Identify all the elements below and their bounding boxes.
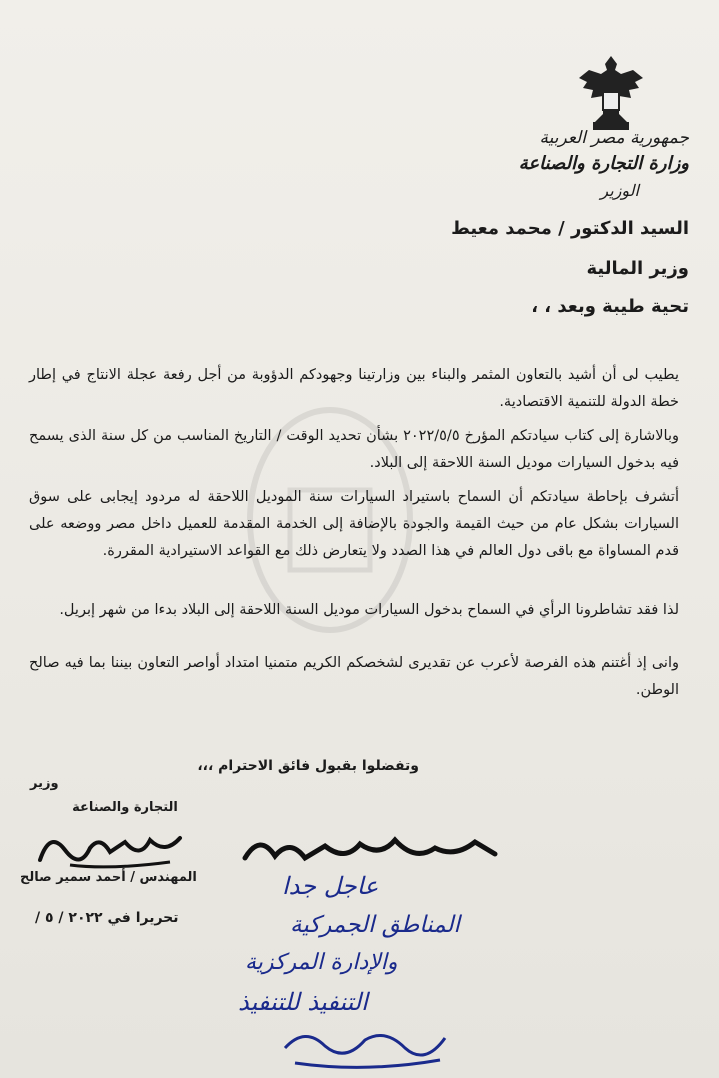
signature-image bbox=[30, 820, 190, 875]
date-line: تحريرا في ٢٠٢٢ / ٥ / bbox=[35, 910, 179, 926]
paragraph-4: لذا فقد تشاطرونا الرأي في السماح بدخول السيارات موديل السنة اللاحقة إلى البلاد بدءا من شهر إبريل. bbox=[59, 602, 679, 618]
paragraph-5: وانى إذ أغتنم هذه الفرصة لأعرب عن تقديرى لشخصكم الكريم متمنيا امتداد أواصر التعاون بيننا بما فيه صالح الوطن. bbox=[29, 655, 679, 698]
signer-name: المهندس / أحمد سمير صالح bbox=[20, 870, 197, 885]
header-minister: الوزير bbox=[600, 181, 639, 200]
header-ministry: وزارة التجارة والصناعة bbox=[518, 153, 689, 174]
paragraph-1: يطيب لى أن أشيد بالتعاون المثمر والبناء بين وزارتينا وجهودكم الدؤوبة من أجل رفعة عجلة الانتاج في إطار خطة الدولة للتنمية الاقتصادية. bbox=[29, 367, 679, 410]
handwritten-note-3: والإدارة المركزية bbox=[245, 950, 398, 975]
header-country: جمهورية مصر العربية bbox=[539, 128, 689, 148]
recipient-title: وزير المالية bbox=[586, 258, 689, 279]
handwritten-stamp-line bbox=[235, 818, 505, 878]
signatory-title-2: التجارة والصناعة bbox=[72, 800, 178, 815]
handwritten-note-2: المناطق الجمركية bbox=[290, 912, 460, 938]
paragraph-2: وبالاشارة إلى كتاب سيادتكم المؤرخ ٢٠٢٢/٥/٥ بشأن تحديد الوقت / التاريخ المناسب من كل سنة الذى يسمح فيه بدخول السيارات موديل السنة اللاحقة إلى البلاد. bbox=[29, 428, 680, 471]
paragraph-3: أتشرف بإحاطة سيادتكم أن السماح باستيراد السيارات سنة الموديل اللاحقة له مردود إيجابى على سوق السيارات بشكل عام من حيث القيمة والجودة بالإضافة إلى الخدمة المقدمة للعميل داخل مصر ووضعه على قدم المساواة مع باقى دول العالم في هذا الصدد ولا يتعارض ذلك مع القواعد الاستيرادية المقررة. bbox=[29, 489, 679, 559]
eagle-emblem-icon bbox=[573, 52, 649, 134]
closing-line: وتفضلوا بقبول فائق الاحترام ،،، bbox=[197, 758, 419, 774]
handwritten-note-1: عاجل جدا bbox=[282, 872, 379, 900]
signatory-title-1: وزير bbox=[30, 776, 59, 791]
handwritten-note-4: التنفيذ للتنفيذ bbox=[238, 988, 368, 1016]
handwritten-signature-blue bbox=[275, 1018, 455, 1073]
recipient-name: السيد الدكتور / محمد معيط bbox=[451, 218, 689, 239]
salutation: تحية طيبة وبعد ، ، bbox=[531, 296, 689, 317]
